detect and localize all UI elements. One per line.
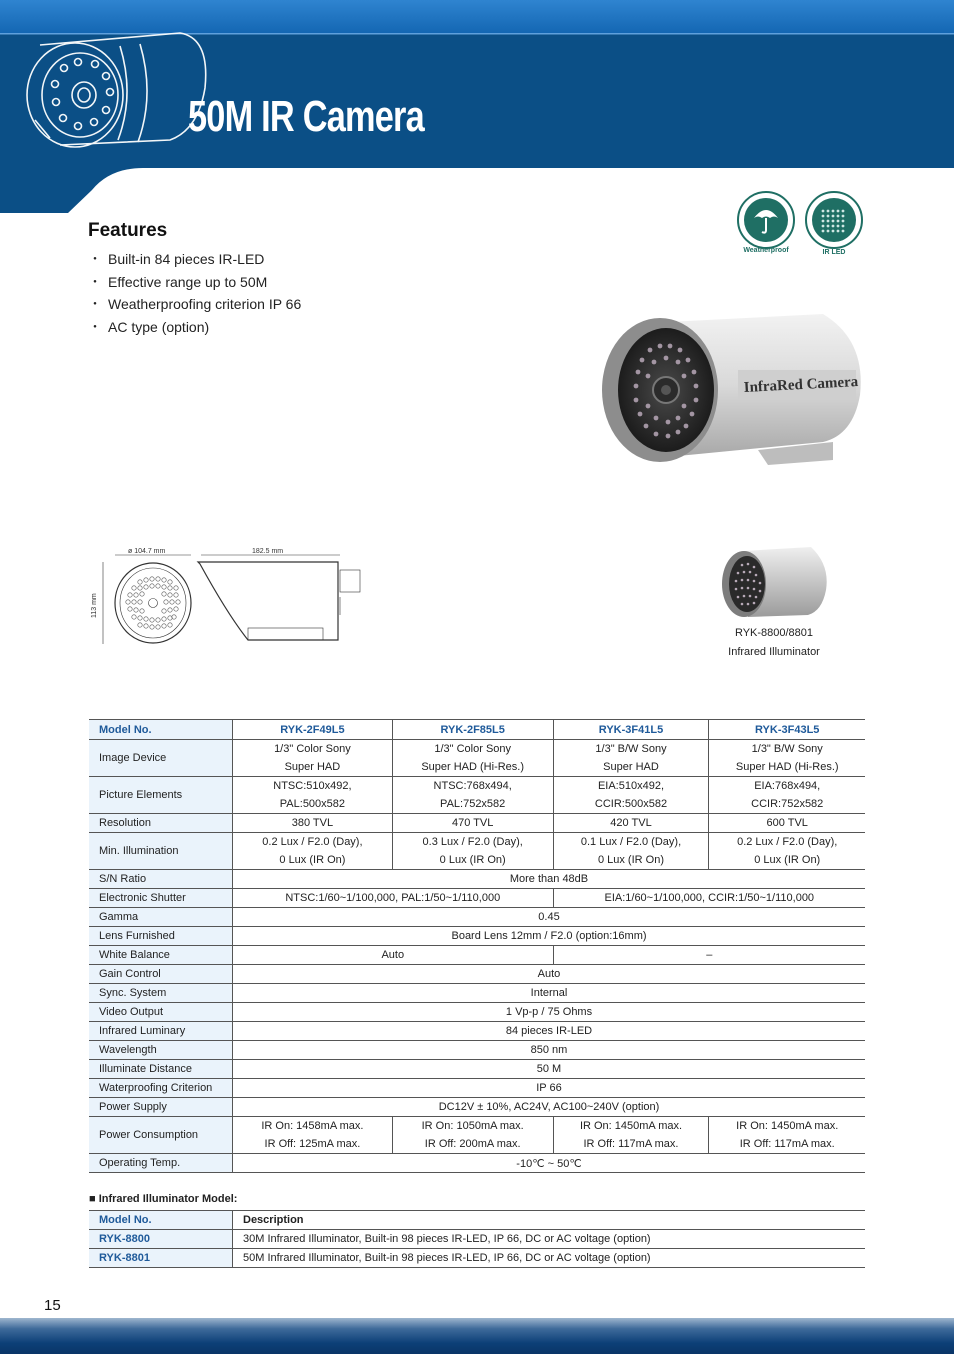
ir-led-badge-label: IR LED xyxy=(822,249,846,256)
table-cell: 600 TVL xyxy=(709,814,865,833)
table-cell: IR On: 1050mA max. IR Off: 200mA max. xyxy=(392,1117,553,1154)
feature-item: ・ Weatherproofing criterion IP 66 xyxy=(88,296,302,312)
table-cell: IR On: 1450mA max. IR Off: 117mA max. xyxy=(553,1117,709,1154)
table-row xyxy=(89,1154,865,1173)
weatherproof-badge-icon xyxy=(738,192,794,254)
table-row xyxy=(89,984,865,1003)
table-cell: NTSC:1/60~1/100,000, PAL:1/50~1/110,000 xyxy=(233,889,554,908)
table-header-row xyxy=(89,1211,865,1230)
table-row xyxy=(89,833,865,870)
table-cell: Auto xyxy=(233,946,554,965)
table-header-row xyxy=(89,720,865,740)
table-cell: NTSC:510x492, PAL:500x582 xyxy=(233,777,393,814)
row-label: Infrared Luminary xyxy=(89,1022,233,1041)
table-cell: IP 66 xyxy=(233,1079,866,1098)
row-label: Gamma xyxy=(89,908,233,927)
illuminator-photo xyxy=(716,545,832,626)
table-cell: 0.2 Lux / F2.0 (Day), 0 Lux (IR On) xyxy=(709,833,865,870)
diameter-label: ø 104.7 mm xyxy=(128,548,166,555)
row-label: Power Supply xyxy=(89,1098,233,1117)
row-label: Min. Illumination xyxy=(89,833,233,870)
table-cell: – xyxy=(553,946,865,965)
height-label: 113 mm xyxy=(91,593,98,618)
feature-item: ・ Built-in 84 pieces IR-LED xyxy=(88,251,265,267)
table-row xyxy=(89,946,865,965)
row-label: Electronic Shutter xyxy=(89,889,233,908)
table-cell: EIA:768x494, CCIR:752x582 xyxy=(709,777,865,814)
table-row xyxy=(89,1230,865,1249)
header-cell: RYK-2F49L5 xyxy=(233,720,393,740)
row-label: Lens Furnished xyxy=(89,927,233,946)
row-label: Operating Temp. xyxy=(89,1154,233,1173)
header-banner xyxy=(0,0,954,215)
row-label: S/N Ratio xyxy=(89,870,233,889)
table-cell: IR On: 1458mA max. IR Off: 125mA max. xyxy=(233,1117,393,1154)
row-label: Wavelength xyxy=(89,1041,233,1060)
row-label: White Balance xyxy=(89,946,233,965)
row-label: Video Output xyxy=(89,1003,233,1022)
illuminator-table-title: ■ Infrared Illuminator Model: xyxy=(89,1193,238,1205)
camera-label-text: InfraRed Camera xyxy=(743,374,859,396)
row-label: Waterproofing Criterion xyxy=(89,1079,233,1098)
badge-icons xyxy=(737,190,867,260)
feature-badges xyxy=(737,190,867,265)
table-row xyxy=(89,1117,865,1154)
illuminator-name: Infrared Illuminator xyxy=(728,646,820,658)
table-cell: IR On: 1450mA max. IR Off: 117mA max. xyxy=(709,1117,865,1154)
table-cell: 1/3" Color Sony Super HAD xyxy=(233,740,393,777)
table-cell: 1/3" Color Sony Super HAD (Hi-Res.) xyxy=(392,740,553,777)
table-row xyxy=(89,1079,865,1098)
footer-bar xyxy=(0,1318,954,1354)
header-cell: RYK-3F41L5 xyxy=(553,720,709,740)
features-section xyxy=(88,220,301,338)
row-label: Sync. System xyxy=(89,984,233,1003)
row-label: Resolution xyxy=(89,814,233,833)
page-number: 15 xyxy=(44,1297,61,1314)
header-cell: Model No. xyxy=(89,720,233,740)
table-cell: -10℃ ~ 50℃ xyxy=(233,1154,866,1173)
feature-item: ・ AC type (option) xyxy=(88,318,210,335)
table-cell: 850 nm xyxy=(233,1041,866,1060)
illuminator-caption xyxy=(694,624,854,662)
header-cell: Description xyxy=(233,1211,866,1230)
table-row xyxy=(89,870,865,889)
table-cell: DC12V ± 10%, AC24V, AC100~240V (option) xyxy=(233,1098,866,1117)
weatherproof-badge-label: Weatherproof xyxy=(743,247,789,254)
table-row xyxy=(89,889,865,908)
table-cell: 0.3 Lux / F2.0 (Day), 0 Lux (IR On) xyxy=(392,833,553,870)
ir-led-badge-icon xyxy=(806,192,862,256)
table-row xyxy=(89,740,865,777)
row-label: Illuminate Distance xyxy=(89,1060,233,1079)
table-cell: 420 TVL xyxy=(553,814,709,833)
table-cell: 84 pieces IR-LED xyxy=(233,1022,866,1041)
page-header xyxy=(0,0,954,215)
table-row xyxy=(89,814,865,833)
table-row xyxy=(89,1003,865,1022)
features-list xyxy=(88,248,301,338)
dimension-drawing xyxy=(88,540,368,657)
table-row xyxy=(89,1041,865,1060)
table-cell: 1 Vp-p / 75 Ohms xyxy=(233,1003,866,1022)
table-row xyxy=(89,965,865,984)
table-cell: RYK-8801 xyxy=(89,1249,233,1268)
table-row xyxy=(89,908,865,927)
table-cell: Auto xyxy=(233,965,866,984)
table-row xyxy=(89,1022,865,1041)
table-cell: More than 48dB xyxy=(233,870,866,889)
row-label: Picture Elements xyxy=(89,777,233,814)
table-cell: 1/3" B/W Sony Super HAD (Hi-Res.) xyxy=(709,740,865,777)
table-row xyxy=(89,777,865,814)
table-cell: 30M Infrared Illuminator, Built-in 98 pieces IR-LED, IP 66, DC or AC voltage (option) xyxy=(233,1230,866,1249)
row-label: Gain Control xyxy=(89,965,233,984)
row-label: Image Device xyxy=(89,740,233,777)
spec-table xyxy=(89,719,865,1173)
table-cell: EIA:1/60~1/100,000, CCIR:1/50~1/110,000 xyxy=(553,889,865,908)
table-cell: RYK-8800 xyxy=(89,1230,233,1249)
feature-item: ・ Effective range up to 50M xyxy=(88,273,268,290)
camera-product-photo xyxy=(598,310,868,475)
table-cell: EIA:510x492, CCIR:500x582 xyxy=(553,777,709,814)
length-label: 182.5 mm xyxy=(252,548,284,555)
table-cell: 380 TVL xyxy=(233,814,393,833)
header-cell: Model No. xyxy=(89,1211,233,1230)
table-row xyxy=(89,1098,865,1117)
table-row xyxy=(89,1249,865,1268)
table-cell: Internal xyxy=(233,984,866,1003)
table-cell: Board Lens 12mm / F2.0 (option:16mm) xyxy=(233,927,866,946)
table-cell: 50M Infrared Illuminator, Built-in 98 pieces IR-LED, IP 66, DC or AC voltage (option) xyxy=(233,1249,866,1268)
table-row xyxy=(89,1060,865,1079)
table-cell: NTSC:768x494, PAL:752x582 xyxy=(392,777,553,814)
table-cell: 0.1 Lux / F2.0 (Day), 0 Lux (IR On) xyxy=(553,833,709,870)
header-cell: RYK-2F85L5 xyxy=(392,720,553,740)
table-cell: 0.2 Lux / F2.0 (Day), 0 Lux (IR On) xyxy=(233,833,393,870)
illuminator-model: RYK-8800/8801 xyxy=(734,627,814,639)
table-cell: 0.45 xyxy=(233,908,866,927)
illuminator-table xyxy=(89,1210,865,1268)
page-title: 50M IR Camera xyxy=(188,92,424,141)
table-cell: 470 TVL xyxy=(392,814,553,833)
row-label: Power Consumption xyxy=(89,1117,233,1154)
table-cell: 1/3" B/W Sony Super HAD xyxy=(553,740,709,777)
table-cell: 50 M xyxy=(233,1060,866,1079)
table-row xyxy=(89,927,865,946)
features-heading: Features xyxy=(88,220,168,241)
header-cell: RYK-3F43L5 xyxy=(709,720,865,740)
